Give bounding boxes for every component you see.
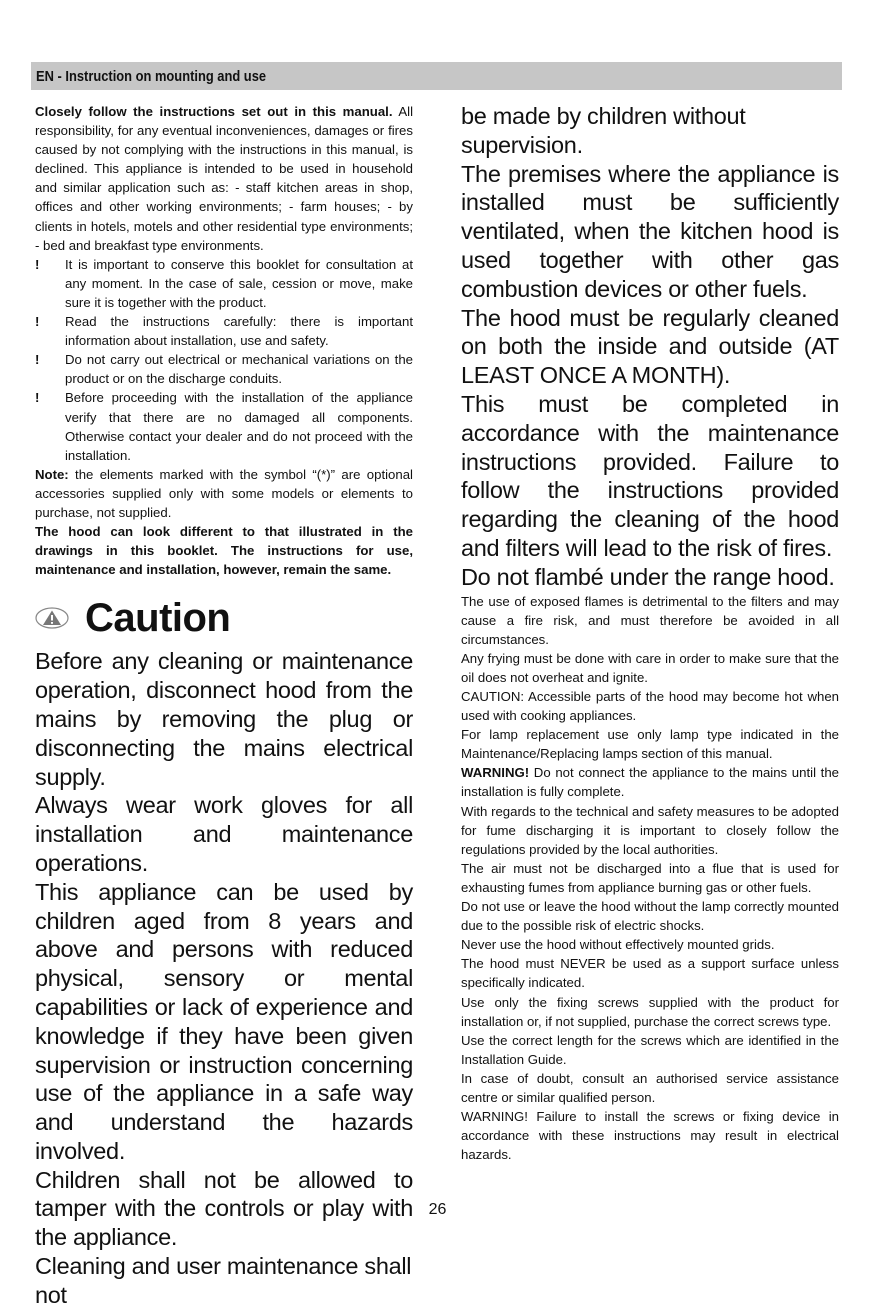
safety-note	[461, 1107, 839, 1164]
safety-note	[461, 592, 839, 649]
safety-note	[461, 725, 839, 763]
bullet-text: Read the instructions carefully: there is important information about installation, use and safety.	[65, 314, 413, 349]
intro-text: All responsibility, for any eventual inconveniences, damages or fires caused by not complying with the instructions in this manual, is declined. This appliance is intended to be used in household and similar application such as: - staff kitchen areas in shop, offices and other working environments; - farm houses; - by clients in hotels, motels and other residential type environments; - bed and breakfast type environments.	[35, 104, 413, 253]
exclamation-icon: !	[35, 256, 40, 272]
safety-paragraph: The premises where the appliance is installed must be sufficiently ventilated, when the kitchen hood is used together with other gas combustion devices or other fuels.	[461, 160, 839, 302]
note-text: the elements marked with the symbol “(*)” are optional accessories supplied only with some models or elements to purchase, not supplied.	[35, 466, 413, 520]
safety-note-text: In case of doubt, consult an authorised service assistance centre or similar qualified person.	[461, 1070, 839, 1105]
safety-notes-list	[461, 592, 839, 1165]
caution-paragraph: This appliance can be used by children aged from 8 years and above and persons with reduced physical, sensory or mental capabilities or lack of experience and knowledge if they have been given supervision or instruction concerning use of the appliance in a safe way and understand the hazards involved.	[35, 878, 413, 1164]
safety-paragraph: The hood must be regularly cleaned on both the inside and outside (AT LEAST ONCE A MONTH).	[461, 304, 839, 389]
safety-note-text: Any frying must be done with care in order to make sure that the oil does not overheat and ignite.	[461, 650, 839, 685]
safety-note-text: CAUTION: Accessible parts of the hood may become hot when used with cooking appliances.	[461, 689, 839, 724]
left-column	[35, 102, 413, 1310]
bullet-item	[35, 350, 413, 388]
page-number: 26	[428, 1201, 447, 1218]
bullet-item	[35, 312, 413, 350]
safety-note-text: The hood must NEVER be used as a support surface unless specifically indicated.	[461, 956, 839, 991]
bullet-item	[35, 255, 413, 312]
safety-note	[461, 802, 839, 859]
safety-note-text: Never use the hood without effectively mounted grids.	[461, 937, 775, 953]
bullet-text: It is important to conserve this booklet for consultation at any moment. In the case of sale, cession or move, make sure it is together with the product.	[65, 256, 413, 310]
safety-note-text: Use only the fixing screws supplied with the product for installation or, if not supplied, purchase the correct screws type.	[461, 994, 839, 1029]
caution-paragraph: Cleaning and user maintenance shall not	[35, 1253, 412, 1308]
caution-paragraph: Before any cleaning or maintenance operation, disconnect hood from the mains by removing the plug or disconnecting the mains electrical supply.	[35, 648, 413, 790]
safety-note	[461, 993, 839, 1031]
caution-paragraph: Children shall not be allowed to tamper with the controls or play with the appliance.	[35, 1166, 413, 1251]
safety-note-text: The air must not be discharged into a flue that is used for exhausting fumes from appliance burning gas or other fuels.	[461, 860, 839, 895]
safety-note	[461, 687, 839, 725]
intro-lead: Closely follow the instructions set out in this manual.	[35, 104, 393, 119]
note-label: Note:	[35, 466, 69, 482]
warning-triangle-icon	[35, 607, 69, 629]
safety-note-text: Use the correct length for the screws which are identified in the Installation Guide.	[461, 1032, 839, 1067]
safety-paragraph: This must be completed in accordance with the maintenance instructions provided. Failure to follow the instructions provided regarding the cleaning of the hood and filters will lead to the risk of fires.	[461, 390, 839, 561]
safety-note-text: For lamp replacement use only lamp type indicated in the Maintenance/Replacing lamps section of this manual.	[461, 727, 839, 762]
safety-paragraph: Do not flambé under the range hood.	[461, 563, 835, 590]
safety-note	[461, 763, 839, 801]
hood-note: The hood can look different to that illustrated in the drawings in this booklet. The instructions for use, maintenance and installation, however, remain the same.	[35, 524, 413, 578]
safety-note	[461, 859, 839, 897]
bullet-text: Before proceeding with the installation of the appliance verify that there are no damaged all components. Otherwise contact your dealer and do not proceed with the installation.	[65, 390, 413, 463]
intro-paragraph	[35, 102, 413, 255]
safety-note	[461, 954, 839, 992]
exclamation-icon: !	[35, 352, 40, 368]
section-header	[31, 62, 842, 90]
bullet-text: Do not carry out electrical or mechanical variations on the product or on the discharge conduits.	[65, 352, 413, 387]
caution-heading	[35, 595, 413, 641]
safety-note	[461, 649, 839, 687]
exclamation-icon: !	[35, 390, 40, 406]
safety-note	[461, 897, 839, 935]
exclamation-icon: !	[35, 314, 40, 330]
safety-note-text: With regards to the technical and safety measures to be adopted for fume discharging it is important to closely follow the regulations provided by the local authorities.	[461, 803, 839, 857]
note-paragraph	[35, 465, 413, 522]
safety-note	[461, 1031, 839, 1069]
warning-label: WARNING!	[461, 765, 530, 781]
safety-note-text: Do not connect the appliance to the mains until the installation is fully complete.	[461, 765, 839, 800]
right-column	[461, 102, 839, 1164]
caution-title: Caution	[85, 595, 231, 640]
safety-note	[461, 935, 839, 954]
safety-note-text: WARNING! Failure to install the screws or fixing device in accordance with these instructions may result in electrical hazards.	[461, 1109, 839, 1163]
safety-paragraph: be made by children without supervision.	[461, 103, 746, 158]
safety-note-text: Do not use or leave the hood without the lamp correctly mounted due to the possible risk of electric shocks.	[461, 899, 839, 934]
safety-note-text: The use of exposed flames is detrimental to the filters and may cause a fire risk, and must therefore be avoided in all circumstances.	[461, 593, 839, 647]
safety-note	[461, 1069, 839, 1107]
section-title: EN - Instruction on mounting and use	[36, 68, 267, 85]
bullet-item	[35, 388, 413, 464]
caution-paragraph: Always wear work gloves for all installation and maintenance operations.	[35, 792, 413, 876]
